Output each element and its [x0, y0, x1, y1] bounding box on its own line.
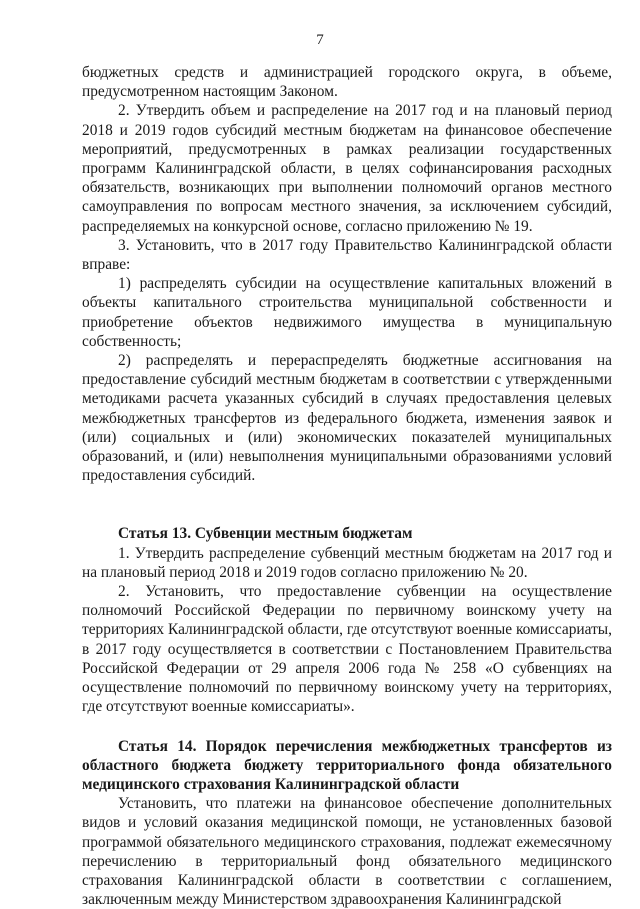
- article-13-heading: Статья 13. Субвенции местным бюджетам: [118, 525, 413, 543]
- list-item: 1) распределять субсидии на осуществление капитальных вложений в объекты капитального строительства муниципальной собственности и приобретение объектов недвижимого имущества в муниципальную собственность;: [82, 275, 612, 350]
- article-14-heading: Статья 14. Порядок перечисления межбюджетных трансфертов из областного бюджета бюджету территориального фонда обязательного медицинского страхования Калининградской области: [82, 737, 612, 793]
- paragraph: 3. Установить, что в 2017 году Правительство Калининградской области вправе:: [82, 236, 612, 274]
- document-body: [82, 63, 612, 909]
- paragraph: 2. Установить, что предоставление субвенции на осуществление полномочий Российской Федерации по первичному воинскому учету на территориях Калининградской области, где отсутствуют военные комиссариаты, в 2017 году осуществляется в соответствии с Постановлением Правительства Российской Федерации от 29 апреля 2006 года № 258 «О субвенциях на осуществление полномочий по первичному воинскому учету на территориях, где отсутствуют военные комиссариаты».: [82, 583, 612, 716]
- paragraph: 2. Утвердить объем и распределение на 2017 год и на плановый период 2018 и 2019 годов субсидий местным бюджетам на финансовое обеспечение мероприятий, предусмотренных в рамках реализации государственных программ Калининградской области, в целях софинансирования расходных обязательств, возникающих при выполнении полномочий органов местного самоуправления по вопросам местного значения, за исключением субсидий, распределяемых на конкурсной основе, согласно приложению № 19.: [82, 102, 612, 235]
- paragraph: бюджетных средств и администрацией городского округа, в объеме, предусмотренном настоящим Законом.: [82, 64, 612, 101]
- spacer: [82, 717, 612, 737]
- spacer: [82, 485, 612, 524]
- list-item: 2) распределять и перераспределять бюджетные ассигнования на предоставление субсидий местным бюджетам в соответствии с утвержденными методиками расчета указанных субсидий в случаях предоставления целевых межбюджетных трансфертов из федерального бюджета, изменения заявок и (или) социальных и (или) экономических показателей муниципальных образований, и (или) невыполнения муниципальными образованиями условий предоставления субсидий.: [82, 352, 612, 485]
- page-number: 7: [316, 32, 324, 48]
- paragraph: 1. Утвердить распределение субвенций местным бюджетам на 2017 год и на плановый период 2018 и 2019 годов согласно приложению № 20.: [82, 544, 612, 581]
- paragraph: Установить, что платежи на финансовое обеспечение дополнительных видов и условий оказания медицинской помощи, не установленных базовой программой обязательного медицинского страхования, подлежат ежемесячному перечислению в территориальный фонд обязательного медицинского страхования Калининградской области в соответствии с соглашением, заключенным между Министерством здравоохранения Калининградской: [82, 795, 612, 909]
